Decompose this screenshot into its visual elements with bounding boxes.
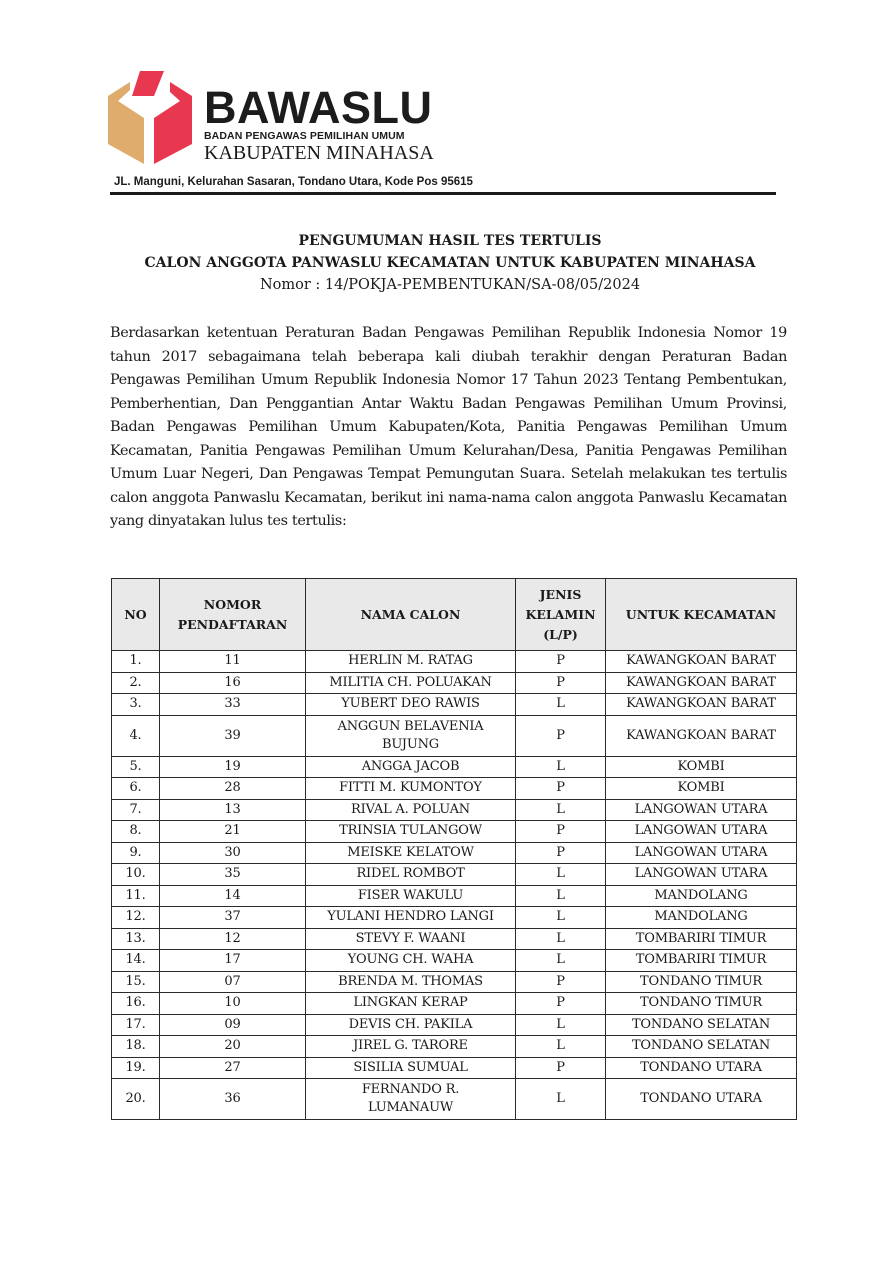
cell-nama: SISILIA SUMUAL <box>306 1057 516 1079</box>
cell-nomor: 35 <box>160 864 306 886</box>
cell-kecamatan: TONDANO SELATAN <box>606 1014 797 1036</box>
cell-nomor: 16 <box>160 672 306 694</box>
table-row <box>112 1036 797 1058</box>
brand-region: KABUPATEN MINAHASA <box>204 142 434 164</box>
cell-nomor: 30 <box>160 842 306 864</box>
cell-nama: RIDEL ROMBOT <box>306 864 516 886</box>
cell-kecamatan: KAWANGKOAN BARAT <box>606 651 797 673</box>
cell-kecamatan: MANDOLANG <box>606 885 797 907</box>
header-no: NO <box>112 579 160 651</box>
cell-nomor: 28 <box>160 778 306 800</box>
header-nama-calon: NAMA CALON <box>306 579 516 651</box>
cell-nama: ANGGA JACOB <box>306 756 516 778</box>
cell-jk: P <box>516 1057 606 1079</box>
cell-nama: JIREL G. TARORE <box>306 1036 516 1058</box>
announcement-titles <box>100 230 800 296</box>
cell-kecamatan: TONDANO UTARA <box>606 1057 797 1079</box>
cell-no: 13. <box>112 928 160 950</box>
brand-subtitle: BADAN PENGAWAS PEMILIHAN UMUM <box>204 130 405 142</box>
cell-no: 19. <box>112 1057 160 1079</box>
brand-block <box>204 82 434 164</box>
address: JL. Manguni, Kelurahan Sasaran, Tondano Utara, Kode Pos 95615 <box>114 176 473 188</box>
title-line-1: PENGUMUMAN HASIL TES TERTULIS <box>298 233 602 249</box>
cell-jk: P <box>516 821 606 843</box>
cell-jk: P <box>516 778 606 800</box>
cell-nomor: 36 <box>160 1079 306 1120</box>
cell-nomor: 21 <box>160 821 306 843</box>
cell-nomor: 39 <box>160 715 306 756</box>
cell-jk: P <box>516 971 606 993</box>
table-header-row <box>112 579 797 651</box>
table-row <box>112 715 797 756</box>
table-row <box>112 842 797 864</box>
cell-jk: P <box>516 715 606 756</box>
table-row <box>112 756 797 778</box>
letterhead-divider <box>110 192 776 195</box>
table-row <box>112 950 797 972</box>
cell-nomor: 20 <box>160 1036 306 1058</box>
cell-jk: L <box>516 694 606 716</box>
cell-kecamatan: TONDANO SELATAN <box>606 1036 797 1058</box>
cell-kecamatan: TONDANO UTARA <box>606 1079 797 1120</box>
cell-no: 2. <box>112 672 160 694</box>
cell-nomor: 37 <box>160 907 306 929</box>
ballot-box-logo-icon <box>106 68 196 168</box>
cell-no: 3. <box>112 694 160 716</box>
header-jenis-kelamin: JENIS KELAMIN (L/P) <box>516 579 606 651</box>
cell-nomor: 10 <box>160 993 306 1015</box>
table-row <box>112 971 797 993</box>
cell-no: 9. <box>112 842 160 864</box>
cell-jk: P <box>516 842 606 864</box>
cell-no: 4. <box>112 715 160 756</box>
cell-kecamatan: LANGOWAN UTARA <box>606 799 797 821</box>
cell-nomor: 19 <box>160 756 306 778</box>
cell-kecamatan: LANGOWAN UTARA <box>606 842 797 864</box>
letterhead <box>106 68 786 198</box>
cell-nama: HERLIN M. RATAG <box>306 651 516 673</box>
cell-no: 14. <box>112 950 160 972</box>
cell-jk: P <box>516 651 606 673</box>
cell-kecamatan: TONDANO TIMUR <box>606 971 797 993</box>
cell-nama: TRINSIA TULANGOW <box>306 821 516 843</box>
cell-nama: RIVAL A. POLUAN <box>306 799 516 821</box>
cell-kecamatan: MANDOLANG <box>606 907 797 929</box>
cell-nama: YULANI HENDRO LANGI <box>306 907 516 929</box>
cell-nomor: 27 <box>160 1057 306 1079</box>
cell-nomor: 14 <box>160 885 306 907</box>
cell-nama: FITTI M. KUMONTOY <box>306 778 516 800</box>
cell-nama: MILITIA CH. POLUAKAN <box>306 672 516 694</box>
cell-nama: DEVIS CH. PAKILA <box>306 1014 516 1036</box>
cell-nama: BRENDA M. THOMAS <box>306 971 516 993</box>
table-row <box>112 928 797 950</box>
cell-nama: ANGGUN BELAVENIA BUJUNG <box>306 715 516 756</box>
document-number: Nomor : 14/POKJA-PEMBENTUKAN/SA-08/05/2024 <box>259 277 641 293</box>
cell-kecamatan: LANGOWAN UTARA <box>606 821 797 843</box>
table-row <box>112 799 797 821</box>
table-row <box>112 993 797 1015</box>
cell-no: 15. <box>112 971 160 993</box>
cell-nomor: 07 <box>160 971 306 993</box>
cell-nomor: 33 <box>160 694 306 716</box>
cell-no: 18. <box>112 1036 160 1058</box>
cell-kecamatan: KOMBI <box>606 756 797 778</box>
cell-jk: L <box>516 1014 606 1036</box>
title-line-2: CALON ANGGOTA PANWASLU KECAMATAN UNTUK KABUPATEN MINAHASA <box>144 255 756 271</box>
cell-nama: YOUNG CH. WAHA <box>306 950 516 972</box>
table-row <box>112 907 797 929</box>
cell-jk: L <box>516 1036 606 1058</box>
cell-no: 16. <box>112 993 160 1015</box>
cell-kecamatan: KAWANGKOAN BARAT <box>606 694 797 716</box>
cell-kecamatan: KAWANGKOAN BARAT <box>606 715 797 756</box>
cell-kecamatan: KAWANGKOAN BARAT <box>606 672 797 694</box>
cell-jk: L <box>516 950 606 972</box>
table-row <box>112 864 797 886</box>
cell-jk: L <box>516 885 606 907</box>
cell-jk: L <box>516 1079 606 1120</box>
cell-nomor: 13 <box>160 799 306 821</box>
header-untuk-kecamatan: UNTUK KECAMATAN <box>606 579 797 651</box>
cell-no: 5. <box>112 756 160 778</box>
body-paragraph: Berdasarkan ketentuan Peraturan Badan Pengawas Pemilihan Republik Indonesia Nomor 19 tahun 2017 sebagaimana telah beberapa kali diubah terakhir dengan Peraturan Badan Pengawas Pemilihan Umum Republik Indonesia Nomor 17 Tahun 2023 Tentang Pembentukan, Pemberhentian, Dan Penggantian Antar Waktu Badan Pengawas Pemilihan Umum Provinsi, Badan Pengawas Pemilihan Umum Kabupaten/Kota, Panitia Pengawas Pemilihan Umum Kecamatan, Panitia Pengawas Pemilihan Umum Kelurahan/Desa, Panitia Pengawas Pemilihan Umum Luar Negeri, Dan Pengawas Tempat Pemungutan Suara. Setelah melakukan tes tertulis calon anggota Panwaslu Kecamatan, berikut ini nama-nama calon anggota Panwaslu Kecamatan yang dinyatakan lulus tes tertulis: <box>110 325 787 529</box>
cell-nama: FERNANDO R. LUMANAUW <box>306 1079 516 1120</box>
table-row <box>112 694 797 716</box>
cell-nama: MEISKE KELATOW <box>306 842 516 864</box>
cell-no: 17. <box>112 1014 160 1036</box>
cell-no: 11. <box>112 885 160 907</box>
cell-jk: L <box>516 799 606 821</box>
header-nomor-pendaftaran: NOMOR PENDAFTARAN <box>160 579 306 651</box>
table-row <box>112 1079 797 1120</box>
cell-nama: YUBERT DEO RAWIS <box>306 694 516 716</box>
cell-no: 7. <box>112 799 160 821</box>
table-row <box>112 1014 797 1036</box>
table-row <box>112 672 797 694</box>
cell-kecamatan: LANGOWAN UTARA <box>606 864 797 886</box>
table-row <box>112 651 797 673</box>
cell-kecamatan: TONDANO TIMUR <box>606 993 797 1015</box>
cell-jk: L <box>516 907 606 929</box>
cell-nama: LINGKAN KERAP <box>306 993 516 1015</box>
cell-no: 20. <box>112 1079 160 1120</box>
results-table <box>111 578 797 1120</box>
table-row <box>112 778 797 800</box>
cell-jk: P <box>516 993 606 1015</box>
cell-nomor: 11 <box>160 651 306 673</box>
cell-jk: P <box>516 672 606 694</box>
cell-kecamatan: KOMBI <box>606 778 797 800</box>
cell-nama: STEVY F. WAANI <box>306 928 516 950</box>
cell-nomor: 09 <box>160 1014 306 1036</box>
cell-no: 8. <box>112 821 160 843</box>
cell-no: 10. <box>112 864 160 886</box>
brand-name: BAWASLU <box>204 82 433 133</box>
cell-nomor: 12 <box>160 928 306 950</box>
cell-no: 6. <box>112 778 160 800</box>
table-row <box>112 821 797 843</box>
cell-no: 1. <box>112 651 160 673</box>
cell-nama: FISER WAKULU <box>306 885 516 907</box>
cell-jk: L <box>516 756 606 778</box>
cell-kecamatan: TOMBARIRI TIMUR <box>606 950 797 972</box>
cell-nomor: 17 <box>160 950 306 972</box>
cell-kecamatan: TOMBARIRI TIMUR <box>606 928 797 950</box>
cell-no: 12. <box>112 907 160 929</box>
cell-jk: L <box>516 864 606 886</box>
cell-jk: L <box>516 928 606 950</box>
table-row <box>112 885 797 907</box>
table-row <box>112 1057 797 1079</box>
results-table-wrap <box>111 578 797 1120</box>
